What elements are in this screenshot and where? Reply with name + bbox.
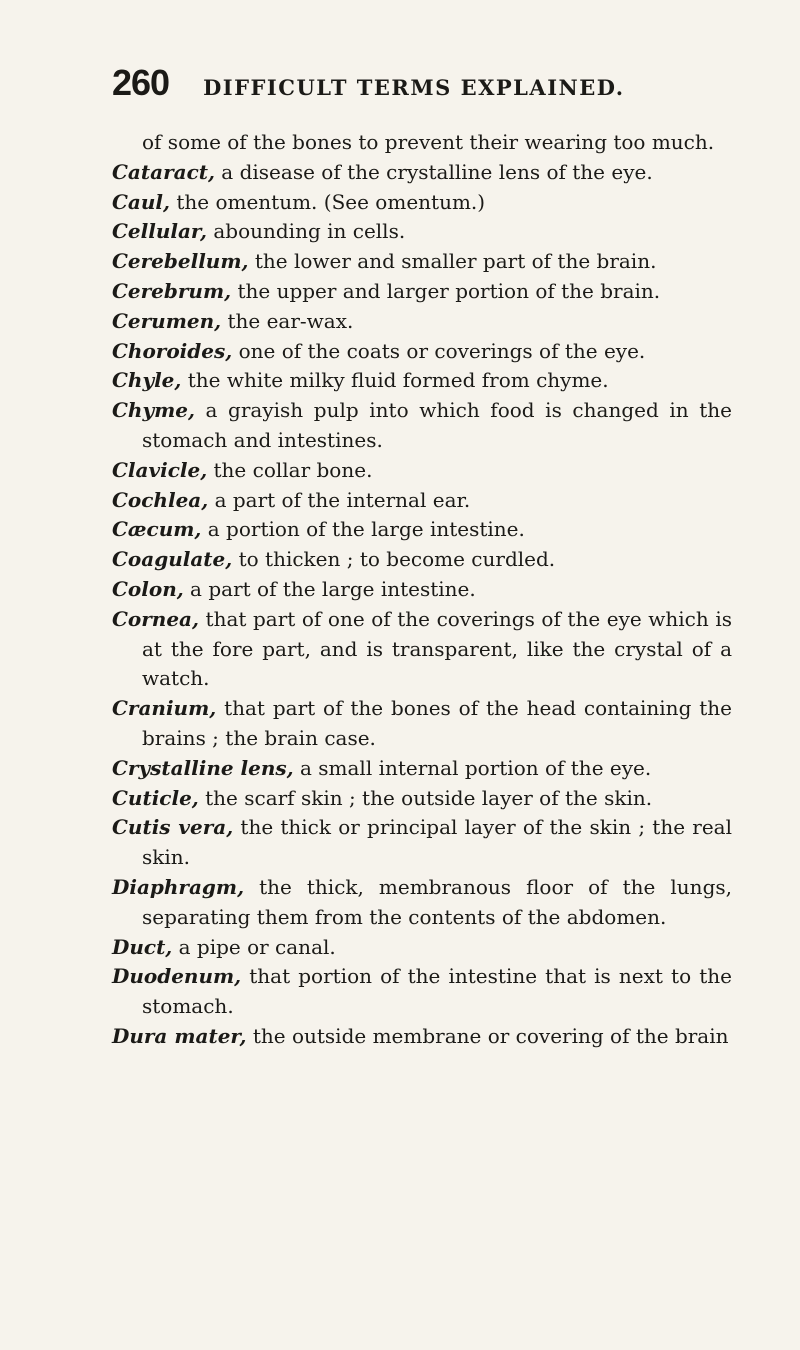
glossary-definition: that portion of the intestine that is next to the stomach.: [142, 964, 732, 1019]
glossary-entry: [112, 188, 732, 218]
glossary-definition: a disease of the crystalline lens of the eye.: [214, 159, 653, 184]
glossary-term: Cochlea,: [112, 487, 209, 512]
glossary-entry: [112, 217, 732, 247]
glossary-term: Cerebellum,: [112, 249, 249, 274]
glossary-entry: [112, 515, 732, 545]
glossary-entry: [112, 337, 732, 367]
page-header: [112, 62, 740, 104]
glossary-term: Caul,: [112, 189, 170, 214]
glossary-definition: a pipe or canal.: [172, 934, 336, 959]
glossary-term: Chyle,: [112, 368, 182, 393]
running-title: DIFFICULT TERMS EXPLAINED.: [203, 75, 625, 100]
glossary-term: Cuticle,: [112, 785, 199, 810]
glossary-entry: [112, 962, 732, 1022]
glossary-definition: to thicken ; to become curdled.: [232, 547, 556, 572]
glossary-entry: [112, 545, 732, 575]
glossary-term: Dura mater,: [112, 1023, 247, 1048]
glossary-definition: the collar bone.: [207, 457, 373, 482]
glossary-definition: the white milky fluid formed from chyme.: [181, 368, 609, 393]
glossary-definition: one of the coats or coverings of the eye.: [232, 338, 646, 363]
glossary-term: Clavicle,: [112, 457, 208, 482]
glossary-term: Duodenum,: [112, 964, 242, 989]
glossary-entry: [112, 247, 732, 277]
glossary-definition: abounding in cells.: [206, 219, 406, 244]
page-number: 260: [112, 62, 170, 103]
glossary-entry: [112, 784, 732, 814]
glossary-term: Cranium,: [112, 696, 217, 721]
glossary-entry: [112, 605, 732, 694]
glossary-entry: [112, 486, 732, 516]
glossary-entry: [112, 396, 732, 456]
glossary-definition: the outside membrane or covering of the brain: [246, 1023, 729, 1048]
glossary-definition: the ear-wax.: [221, 308, 354, 333]
glossary-entry: [112, 456, 732, 486]
glossary-term: Choroides,: [112, 338, 233, 363]
glossary-definition: a part of the internal ear.: [208, 487, 471, 512]
glossary-definition: a part of the large intestine.: [183, 576, 476, 601]
glossary-definition: the thick, membranous floor of the lungs, separating them from the contents of the abdomen.: [142, 874, 732, 929]
glossary-entry: [112, 1022, 732, 1052]
glossary-entries: [112, 128, 732, 1052]
glossary-entry: [112, 933, 732, 963]
glossary-term: Cellular,: [112, 219, 207, 244]
glossary-term: Cataract,: [112, 159, 215, 184]
glossary-definition: the lower and smaller part of the brain.: [248, 249, 657, 274]
glossary-term: Cutis vera,: [112, 815, 234, 840]
glossary-term: Cerebrum,: [112, 278, 232, 303]
glossary-term: Coagulate,: [112, 547, 233, 572]
glossary-definition: that part of one of the coverings of the eye which is at the fore part, and is transparent, like the crystal of a watch.: [142, 606, 732, 691]
glossary-definition: the scarf skin ; the outside layer of the skin.: [198, 785, 653, 810]
glossary-term: Diaphragm,: [112, 874, 245, 899]
glossary-term: Chyme,: [112, 398, 195, 423]
glossary-entry: [112, 158, 732, 188]
glossary-entry: [112, 873, 732, 933]
glossary-definition: that part of the bones of the head containing the brains ; the brain case.: [142, 696, 732, 750]
glossary-definition: a portion of the large intestine.: [201, 517, 525, 542]
glossary-term: Colon,: [112, 576, 184, 601]
glossary-entry: [112, 813, 732, 873]
glossary-term: Cornea,: [112, 606, 199, 631]
glossary-entry: [112, 754, 732, 784]
glossary-term: Cerumen,: [112, 308, 222, 333]
glossary-definition: a small internal portion of the eye.: [293, 755, 652, 780]
continued-text: of some of the bones to prevent their wearing too much.: [142, 130, 715, 154]
glossary-definition: the omentum. (See omentum.): [169, 189, 486, 214]
glossary-entry: [112, 277, 732, 307]
glossary-entry: [112, 307, 732, 337]
glossary-definition: the upper and larger portion of the brain.: [231, 278, 661, 303]
glossary-entry: [112, 366, 732, 396]
glossary-term: Cæcum,: [112, 517, 202, 542]
glossary-definition: the thick or principal layer of the skin ; the real skin.: [142, 815, 732, 870]
glossary-term: Crystalline lens,: [112, 755, 294, 780]
glossary-entry: [112, 694, 732, 754]
glossary-term: Duct,: [112, 934, 173, 959]
glossary-entry: [112, 575, 732, 605]
glossary-definition: a grayish pulp into which food is changed in the stomach and intestines.: [142, 398, 732, 452]
